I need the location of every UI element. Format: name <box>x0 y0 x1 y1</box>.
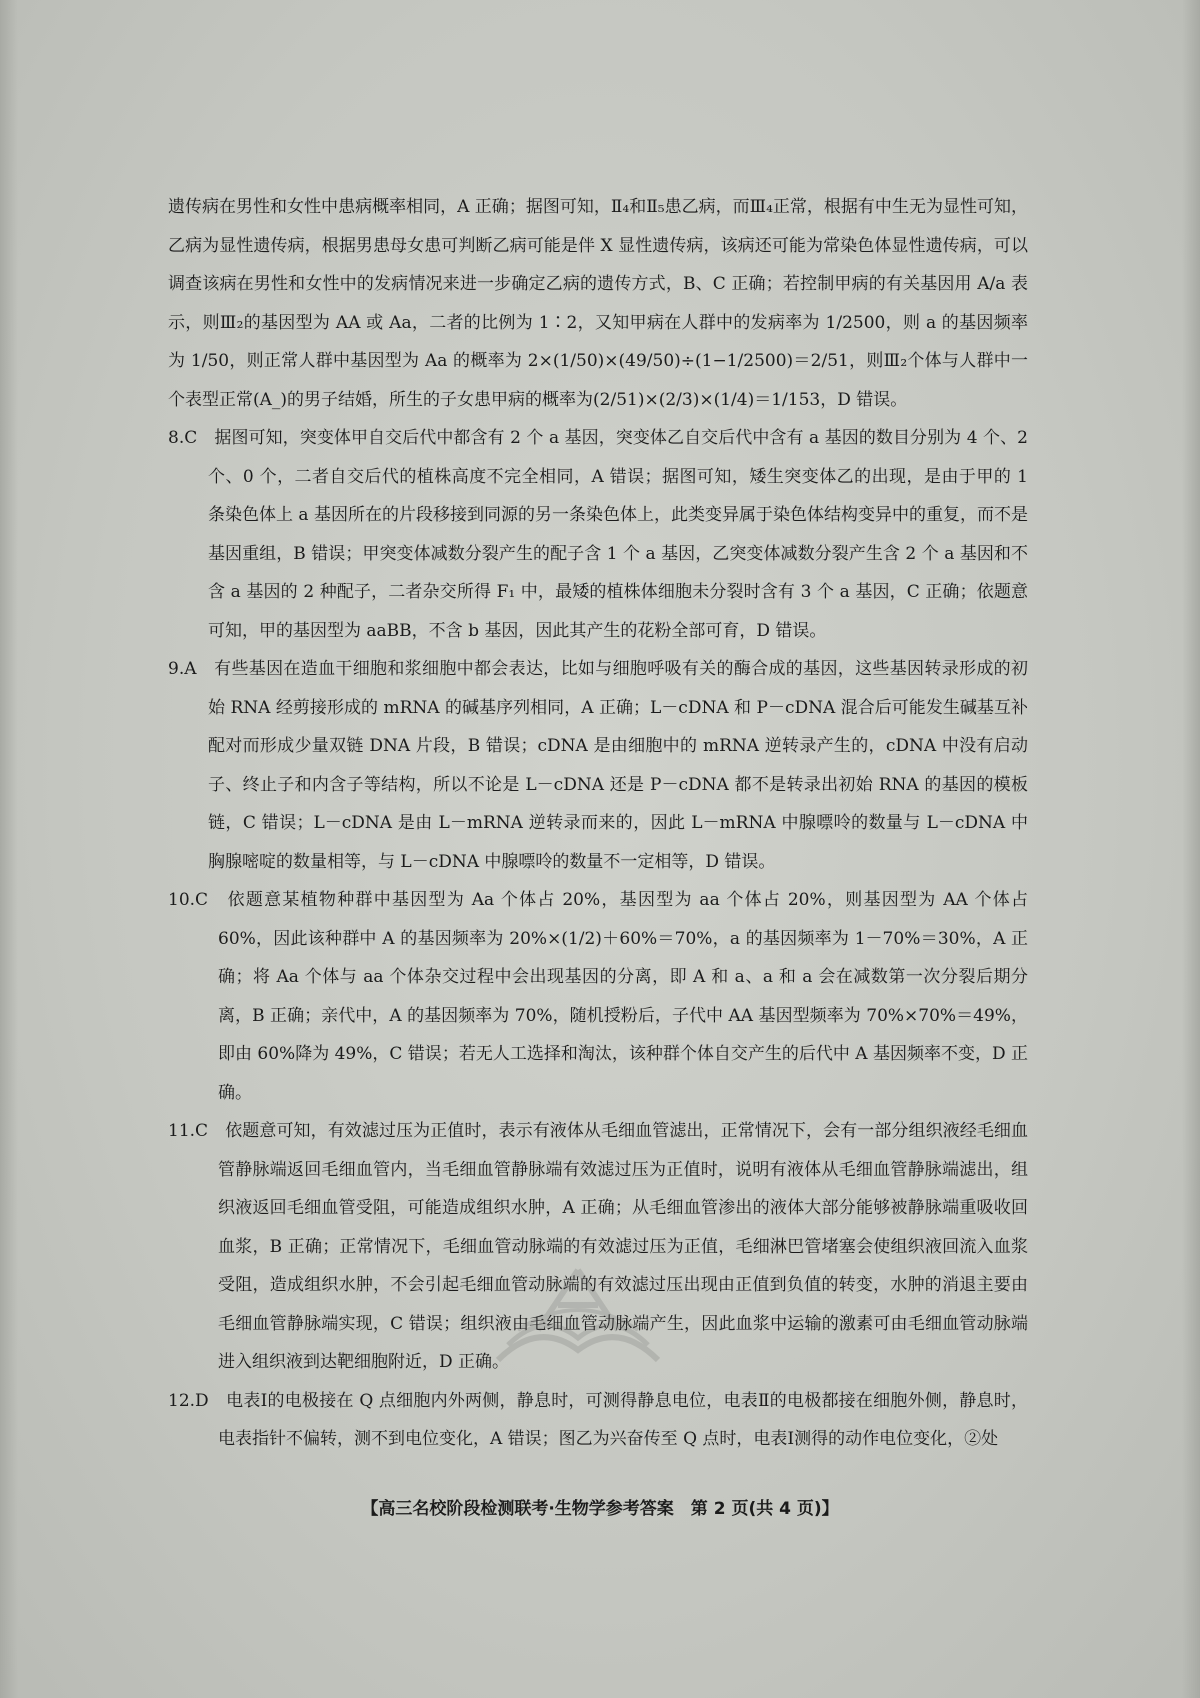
page-footer: 【高三名校阶段检测联考·生物学参考答案 第 2 页(共 4 页)】 <box>361 1499 839 1519</box>
answer-12: 12.D 电表Ⅰ的电极接在 Q 点细胞内外两侧，静息时，可测得静息电位，电表Ⅱ的电极都接在细胞外侧，静息时，电表指针不偏转，测不到电位变化，A 错误；图乙为兴奋传至 Q 点时，电表Ⅰ测得的动作电位变化，②处 <box>168 1390 1028 1449</box>
answer-8: 8.C 据图可知，突变体甲自交后代中都含有 2 个 a 基因，突变体乙自交后代中含有 a 基因的数目分别为 4 个、2 个、0 个，二者自交后代的植株高度不完全相同，A 错误；据图可知，矮生突变体乙的出现，是由于甲的 1 条染色体上 a 基因所在的片段移接到同源的另一条染色体上，此类变异属于染色体结构变异中的重复，而不是基因重组，B 错误；甲突变体减数分裂产生的配子含 1 个 a 基因，乙突变体减数分裂产生含 2 个 a 基因和不含 a 基因的 2 种配子，二者杂交所得 F₁ 中，最矮的植株体细胞未分裂时含有 3 个 a 基因，C 正确；依题意可知，甲的基因型为 aaBB，不含 b 基因，因此其产生的花粉全部可育，D 错误。 <box>168 428 1028 641</box>
scan-shadow-right <box>1182 0 1200 1698</box>
answer-10: 10.C 依题意某植物种群中基因型为 Aa 个体占 20%，基因型为 aa 个体占 20%，则基因型为 AA 个体占 60%，因此该种群中 A 的基因频率为 20%×(1/2)＋60%＝70%，a 的基因频率为 1－70%＝30%，A 正确；将 Aa 个体与 aa 个体杂交过程中会出现基因的分离，即 A 和 a、a 和 a 会在减数第一次分裂后期分离，B 正确；亲代中，A 的基因频率为 70%，随机授粉后，子代中 AA 基因型频率为 70%×70%＝49%，即由 60%降为 49%，C 错误；若无人工选择和淘汰，该种群个体自交产生的后代中 A 基因频率不变，D 正确。 <box>168 890 1028 1103</box>
book-watermark-icon <box>478 1250 678 1380</box>
answer-11: 11.C 依题意可知，有效滤过压为正值时，表示有液体从毛细血管滤出，正常情况下，会有一部分组织液经毛细血管静脉端返回毛细血管内，当毛细血管静脉端有效滤过压为正值时，说明有液体从毛细血管静脉端滤出，组织液返回毛细血管受阻，可能造成组织水肿，A 正确；从毛细血管渗出的液体大部分能够被静脉端重吸收回血浆，B 正确；正常情况下，毛细血管动脉端的有效滤过压为正值，毛细淋巴管堵塞会使组织液回流入血浆受阻，造成组织水肿，不会引起毛细血管动脉端的有效滤过压出现由正值到负值的转变，水肿的消退主要由毛细血管静脉端实现，C 错误；组织液由毛细血管动脉端产生，因此血浆中运输的激素可由毛细血管动脉端进入组织液到达靶细胞附近，D 正确。 <box>168 1121 1028 1372</box>
scan-shadow-left <box>0 0 18 1698</box>
answer-9: 9.A 有些基因在造血干细胞和浆细胞中都会表达，比如与细胞呼吸有关的酶合成的基因，这些基因转录形成的初始 RNA 经剪接形成的 mRNA 的碱基序列相同，A 正确；L－cDNA 和 P－cDNA 混合后可能发生碱基互补配对而形成少量双链 DNA 片段，B 错误；cDNA 是由细胞中的 mRNA 逆转录产生的，cDNA 中没有启动子、终止子和内含子等结构，所以不论是 L－cDNA 还是 P－cDNA 都不是转录出初始 RNA 的基因的模板链，C 错误；L－cDNA 是由 L－mRNA 逆转录而来的，因此 L－mRNA 中腺嘌呤的数量与 L－cDNA 中胸腺嘧啶的数量相等，与 L－cDNA 中腺嘌呤的数量不一定相等，D 错误。 <box>168 659 1028 872</box>
paragraph-continued: 遗传病在男性和女性中患病概率相同，A 正确；据图可知，Ⅱ₄和Ⅱ₅患乙病，而Ⅲ₄正常，根据有中生无为显性可知，乙病为显性遗传病，根据男患母女患可判断乙病可能是伴 X 显性遗传病，该病还可能为常染色体显性遗传病，可以调查该病在男性和女性中的发病情况来进一步确定乙病的遗传方式，B、C 正确；若控制甲病的有关基因用 A/a 表示，则Ⅲ₂的基因型为 AA 或 Aa，二者的比例为 1∶2，又知甲病在人群中的发病率为 1/2500，则 a 的基因频率为 1/50，则正常人群中基因型为 Aa 的概率为 2×(1/50)×(49/50)÷(1−1/2500)＝2/51，则Ⅲ₂个体与人群中一个表型正常(A_)的男子结婚，所生的子女患甲病的概率为(2/51)×(2/3)×(1/4)＝1/153，D 错误。 <box>168 197 1028 410</box>
